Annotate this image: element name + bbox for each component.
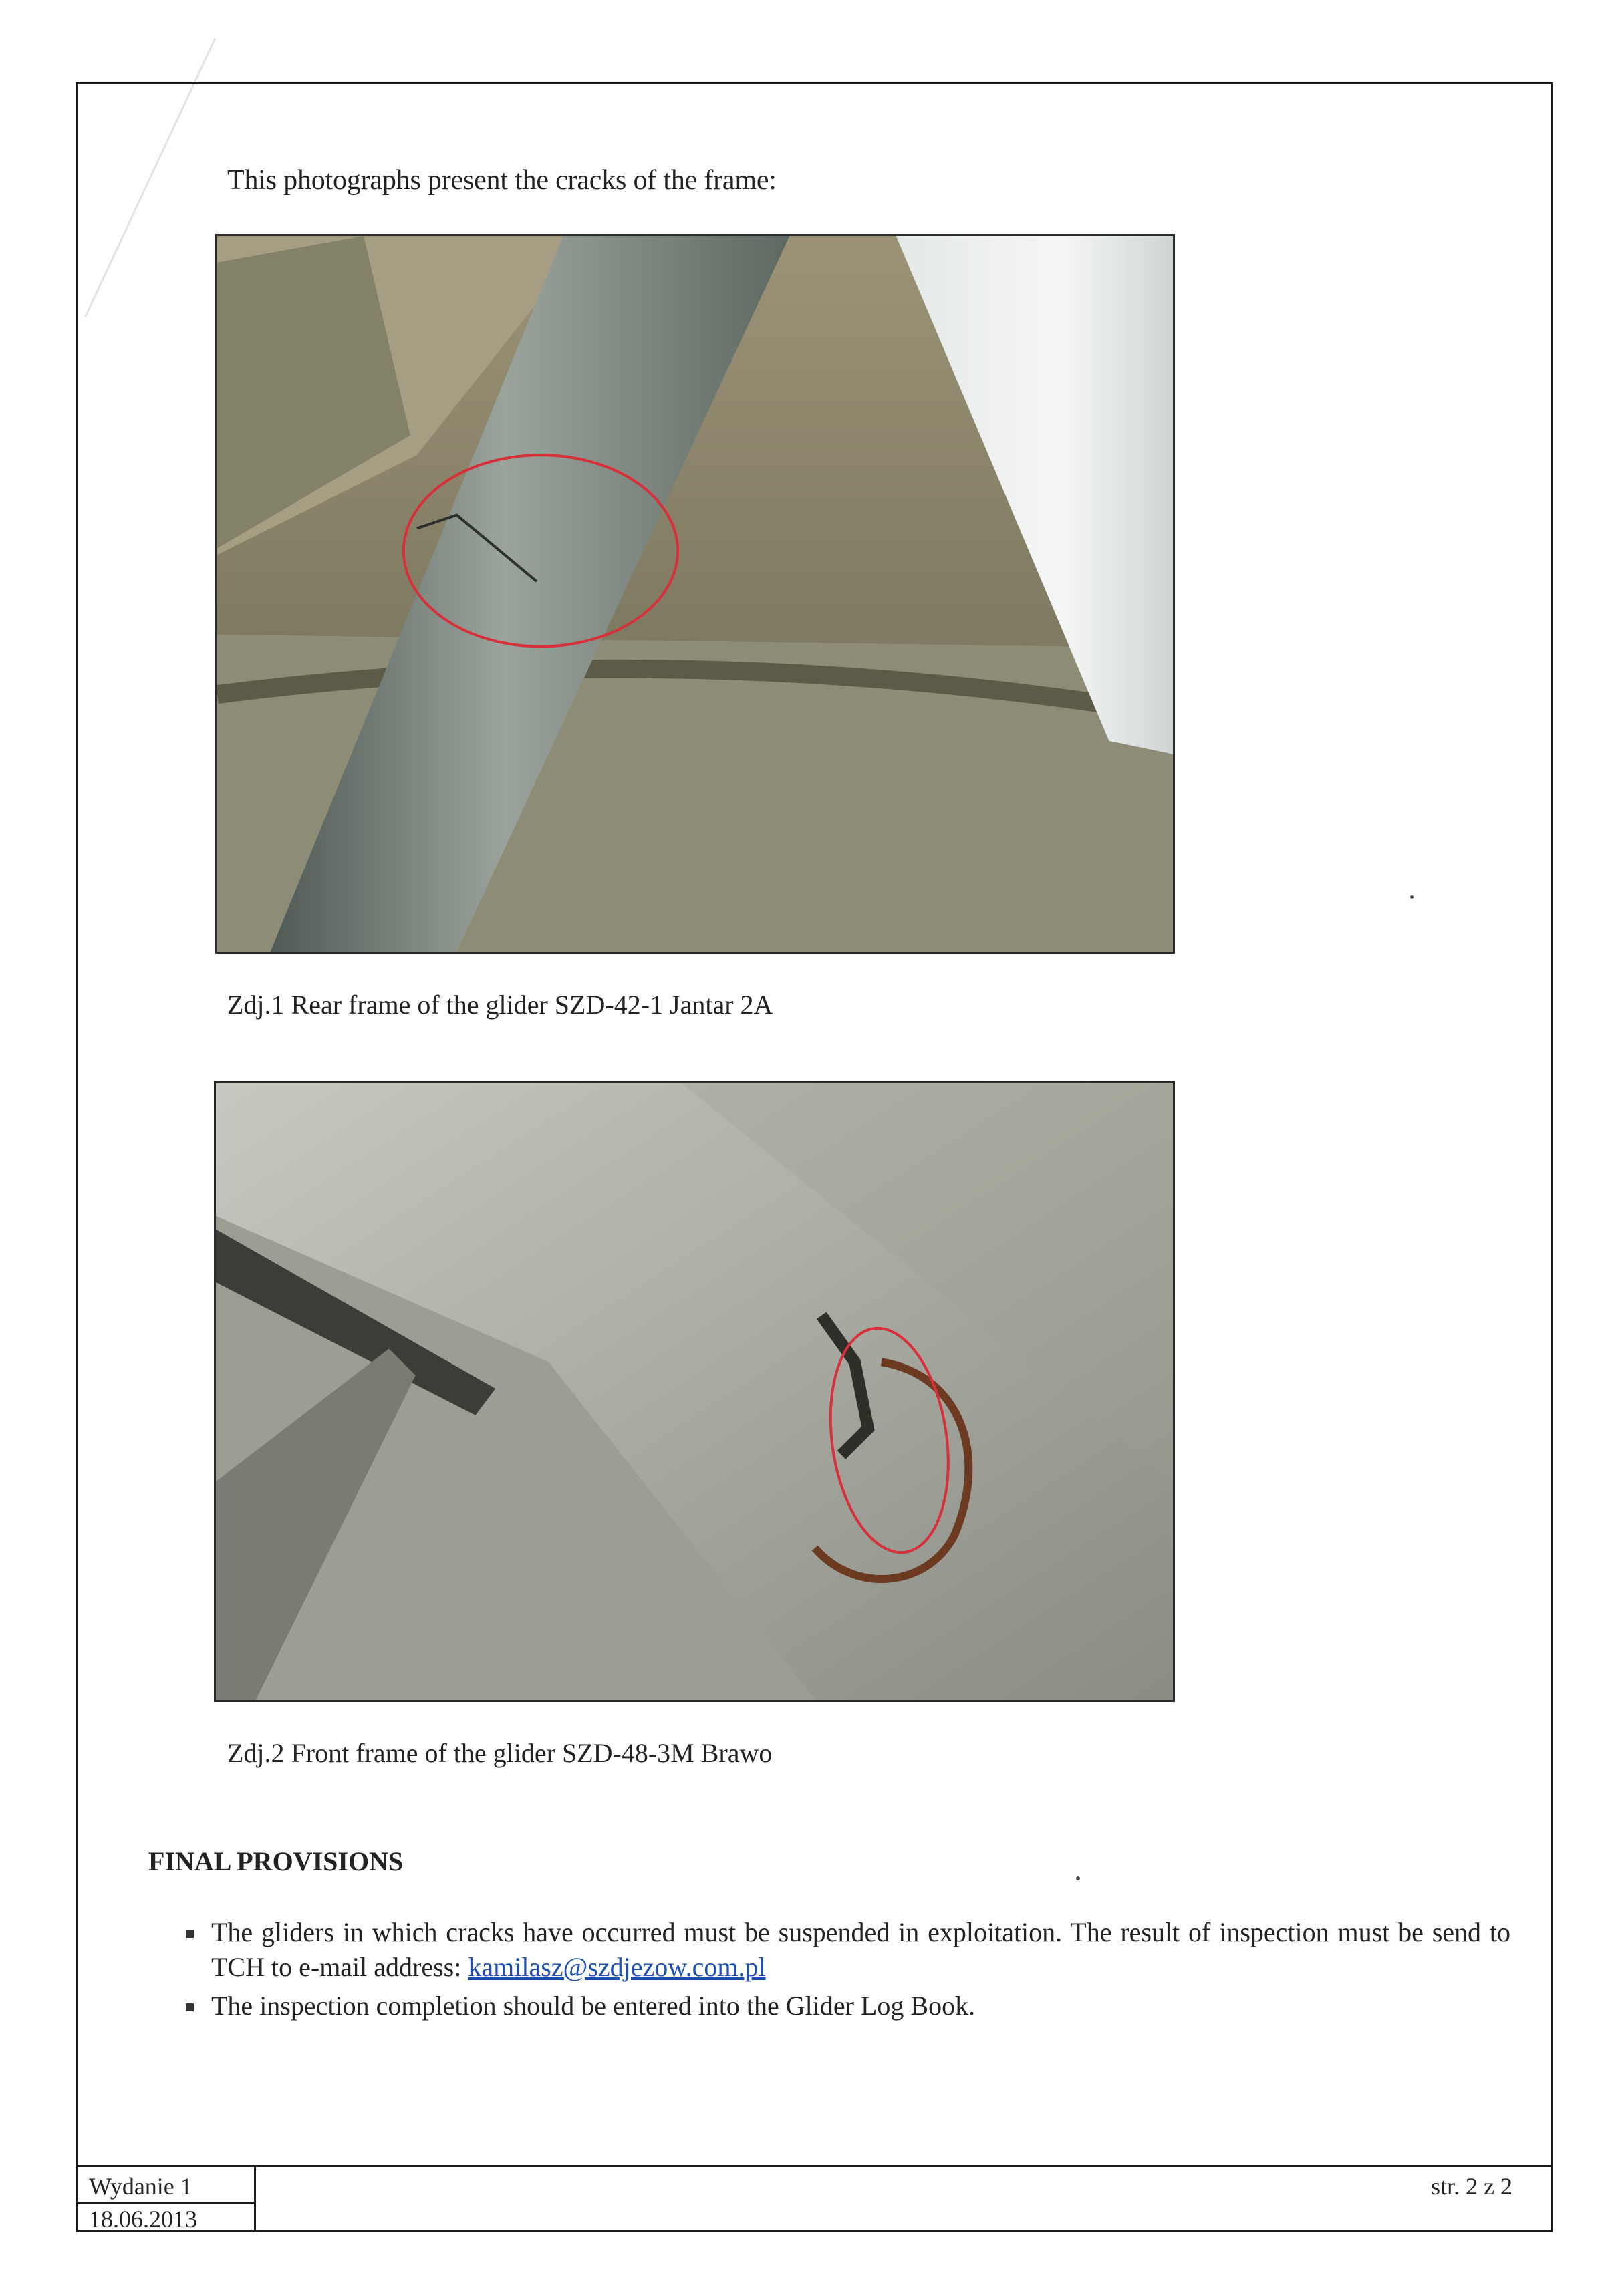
provision-item-1 [180, 1915, 1510, 1985]
provision-text-1: The gliders in which cracks have occurred must be suspended in exploitation. The result of inspection must be send to TCH to e-mail address: [211, 1917, 1510, 1982]
photo-front-frame [214, 1081, 1175, 1702]
provision-item-2 [180, 1989, 1510, 2023]
photo-caption-2: Zdj.2 Front frame of the glider SZD-48-3M Brawo [227, 1738, 773, 1768]
footer [76, 2165, 1553, 2232]
email-link[interactable]: kamilasz@szdjezow.com.pl [468, 1952, 766, 1982]
footer-date: 18.06.2013 [76, 2202, 254, 2235]
scan-speck [1410, 895, 1414, 899]
footer-left-box [76, 2167, 256, 2232]
provision-text-2: The inspection completion should be entered into the Glider Log Book. [211, 1991, 976, 2021]
final-provisions-heading: FINAL PROVISIONS [148, 1846, 404, 1876]
bullet-square-icon [186, 2003, 194, 2011]
intro-text: This photographs present the cracks of the frame: [227, 165, 777, 196]
footer-edition: Wydanie 1 [89, 2173, 192, 2200]
provisions-list [180, 1915, 1510, 2027]
bullet-square-icon [186, 1930, 194, 1938]
footer-page-number: str. 2 z 2 [1431, 2173, 1512, 2200]
photo-caption-1: Zdj.1 Rear frame of the glider SZD-42-1 Jantar 2A [227, 990, 773, 1020]
photo-rear-frame [215, 234, 1175, 954]
scan-speck [1076, 1876, 1080, 1880]
